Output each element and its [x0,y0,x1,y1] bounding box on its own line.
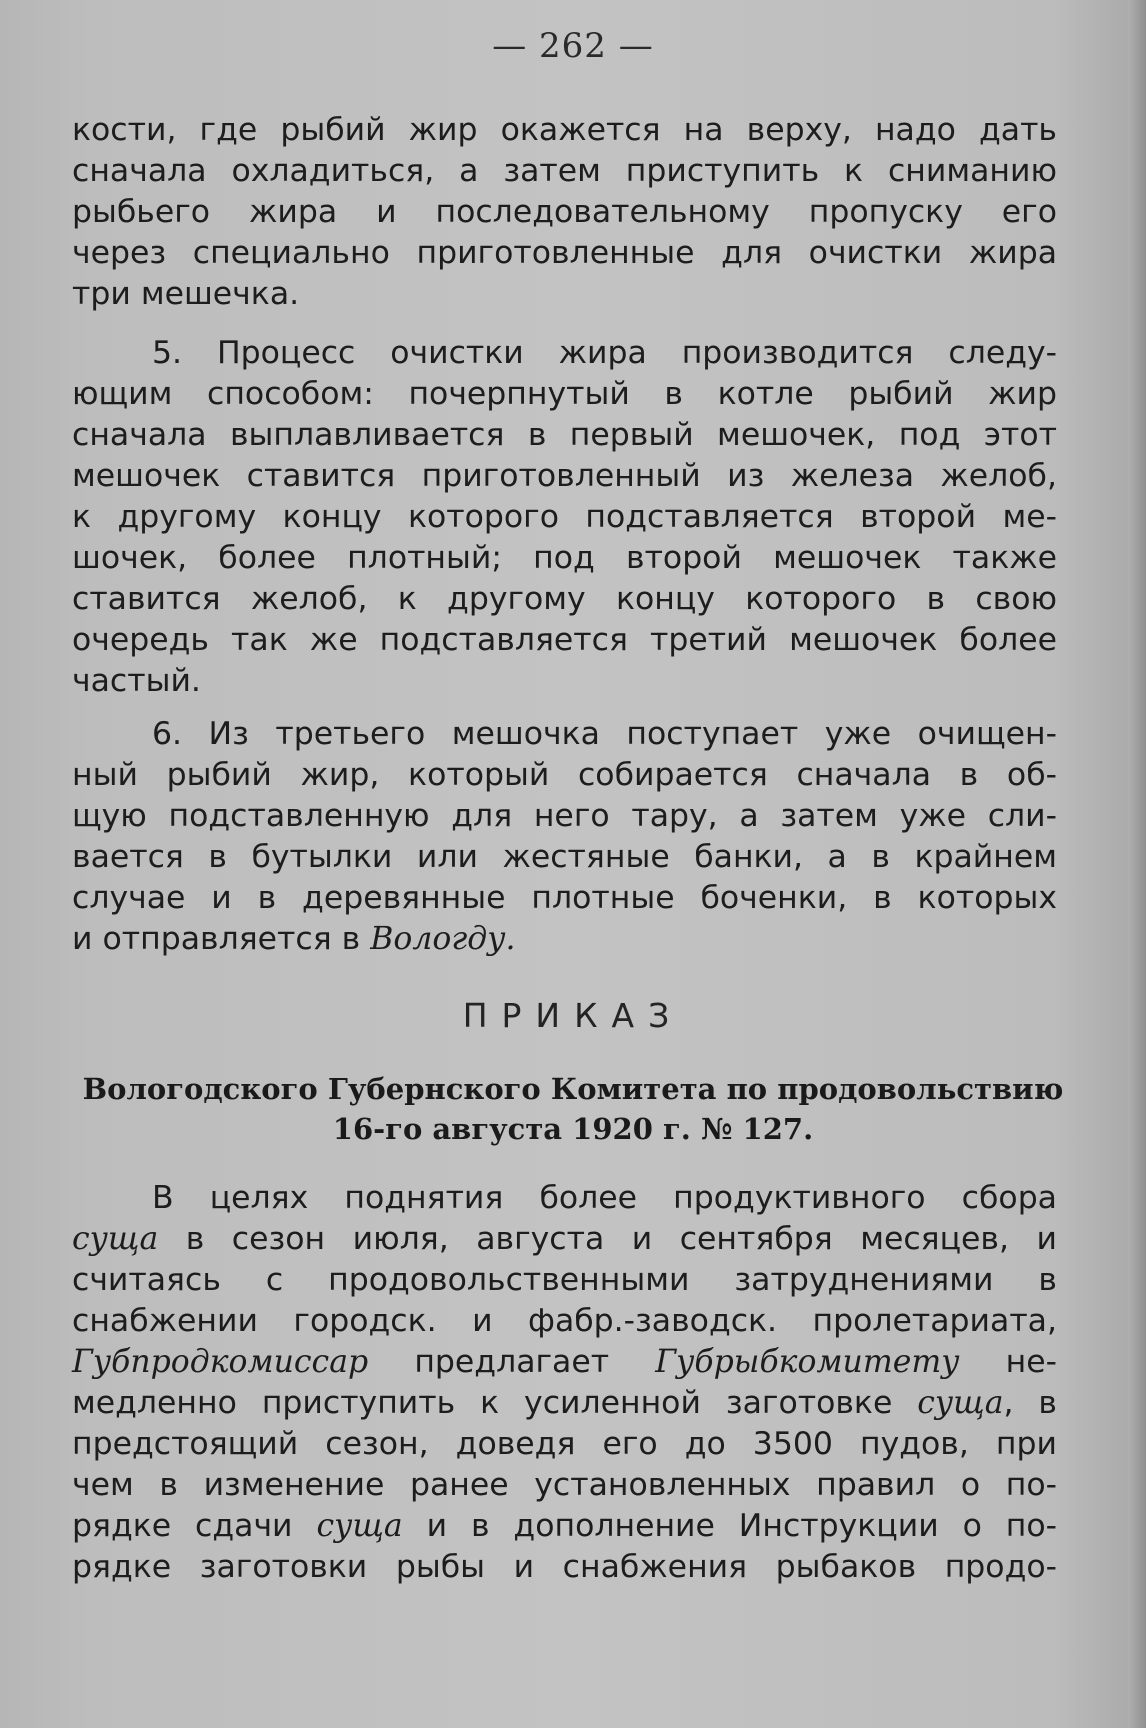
text-line: кости, где рыбий жир окажется на верху, надо дать [72,112,1057,148]
paragraph-6 [72,714,1057,960]
text-line: через специально приготовленные для очистки жира [72,235,1057,271]
paragraph-5 [72,333,1057,702]
italic-term: Губрыбкомитету [655,1344,960,1380]
text-line: рядке заготовки рыбы и снабжения рыбаков продо- [72,1549,1057,1585]
text-line: шочек, более плотный; под второй мешочек также [72,540,1057,576]
italic-term: суща [316,1508,403,1544]
text-line: щую подставленную для него тару, а затем уже сли- [72,798,1057,834]
text-line: снабжении городск. и фабр.-заводск. пролетариата, [72,1303,1057,1339]
text-segment: и отправляется в [72,921,371,957]
text-line: рыбьего жира и последовательному пропуску его [72,194,1057,230]
text-line: сначала охладиться, а затем приступить к сниманию [72,153,1057,189]
text-line: сначала выплавливается в первый мешочек, под этот [72,417,1057,453]
text-line [72,919,1057,960]
text-line: чем в изменение ранее установленных правил о по- [72,1467,1057,1503]
text-line: ставится желоб, к другому концу которого в свою [72,581,1057,617]
text-line: вается в бутылки или жестяные банки, а в крайнем [72,839,1057,875]
italic-term: суща [72,1221,159,1257]
text-line [72,1383,1057,1424]
page-edge-shadow [1128,0,1146,1728]
order-body [72,1178,1057,1588]
text-line: ный рыбий жир, который собирается сначала в об- [72,757,1057,793]
order-heading: ПРИКАЗ [462,996,684,1035]
text-line [72,1506,1057,1547]
italic-place-name: Вологду. [370,921,516,957]
text-line: считаясь с продовольственными затруднениями в [72,1262,1057,1298]
italic-term: Губпродкомиссар [72,1344,369,1380]
text-line: мешочек ставится приготовленный из железа желоб, [72,458,1057,494]
text-line: 5. Процесс очистки жира производится следу- [152,335,1057,371]
text-line: предстоящий сезон, доведя его до 3500 пудов, при [72,1426,1057,1462]
text-line: В целях поднятия более продуктивного сбора [152,1180,1057,1216]
text-segment: и в дополнение Инструкции о по- [402,1508,1058,1544]
text-line [72,1219,1057,1260]
page-number: — 262 — [492,26,654,66]
order-subheading-line: 16-го августа 1920 г. № 127. [332,1112,814,1146]
order-subheading [0,1069,1146,1149]
text-line: частый. [72,663,201,699]
text-line [72,1342,1057,1383]
text-line: очередь так же подставляется третий мешочек более [72,622,1057,658]
text-segment: в сезон июля, августа и сентября месяцев, и [158,1221,1057,1257]
paragraph-4-continuation [72,110,1057,315]
text-line: ющим способом: почерпнутый в котле рыбий жир [72,376,1057,412]
italic-term: суща [917,1385,1004,1421]
order-subheading-line: Вологодского Губернского Комитета по продовольствию [82,1072,1064,1106]
text-segment: , в [1003,1385,1057,1421]
text-segment: предлагает [368,1344,656,1380]
text-segment: медленно приступить к усиленной заготовке [72,1385,918,1421]
text-line: 6. Из третьего мешочка поступает уже очищен- [152,716,1057,752]
text-line: случае и в деревянные плотные боченки, в которых [72,880,1057,916]
text-segment: рядке сдачи [72,1508,317,1544]
text-line: три мешечка. [72,276,300,312]
text-line: к другому концу которого подставляется второй ме- [72,499,1057,535]
text-segment: не- [959,1344,1058,1380]
